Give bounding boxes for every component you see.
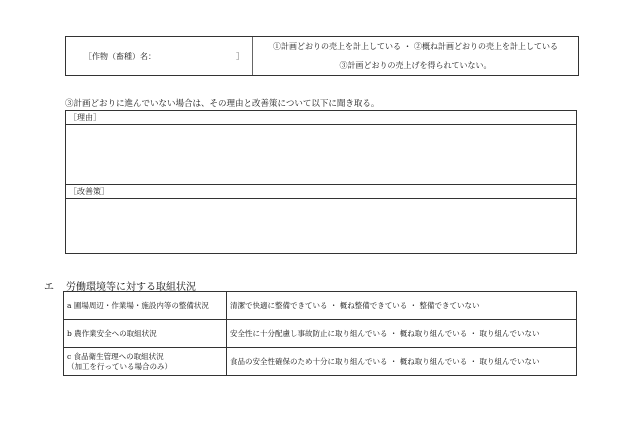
sales-options-line2: ③計画どおりの売上げを得られていない。 xyxy=(339,61,492,70)
reason-field[interactable] xyxy=(66,125,576,185)
sales-options-cell xyxy=(253,37,578,75)
section3-heading: ③計画どおりに進んでいない場合は、その理由と改善策について以下に聞き取る。 xyxy=(65,99,380,109)
sales-options-line1: ①計画どおりの売上を計上している ・ ②概ね計画どおりの売上を計上している xyxy=(272,42,559,51)
table-row: b 農作業安全への取組状況 安全性に十分配慮し事故防止に取り組んでいる ・ 概ね取り組んでいる ・ 取り組んでいない xyxy=(64,320,577,348)
sectionE-heading: エ 労働環境等に対する取組状況 xyxy=(44,282,196,293)
crop-name-cell: ［作物（畜種）名： ］ xyxy=(66,37,253,75)
improvement-label: ［改善策］ xyxy=(66,185,576,199)
reason-label: ［理由］ xyxy=(66,111,576,125)
improvement-field[interactable] xyxy=(66,199,576,258)
table-row: c 食品衛生管理への取組状況 （加工を行っている場合のみ） 食品の安全性確保のため十分に取り組んでいる ・ 概ね取り組んでいる ・ 取り組んでいない xyxy=(64,348,577,376)
reason-improvement-box xyxy=(65,110,577,254)
labor-environment-table xyxy=(63,291,577,376)
crop-sales-table xyxy=(65,36,579,76)
table-row: a 圃場周辺・作業場・施設内等の整備状況 清潔で快適に整備できている ・ 概ね整備できている ・ 整備できていない xyxy=(64,292,577,320)
